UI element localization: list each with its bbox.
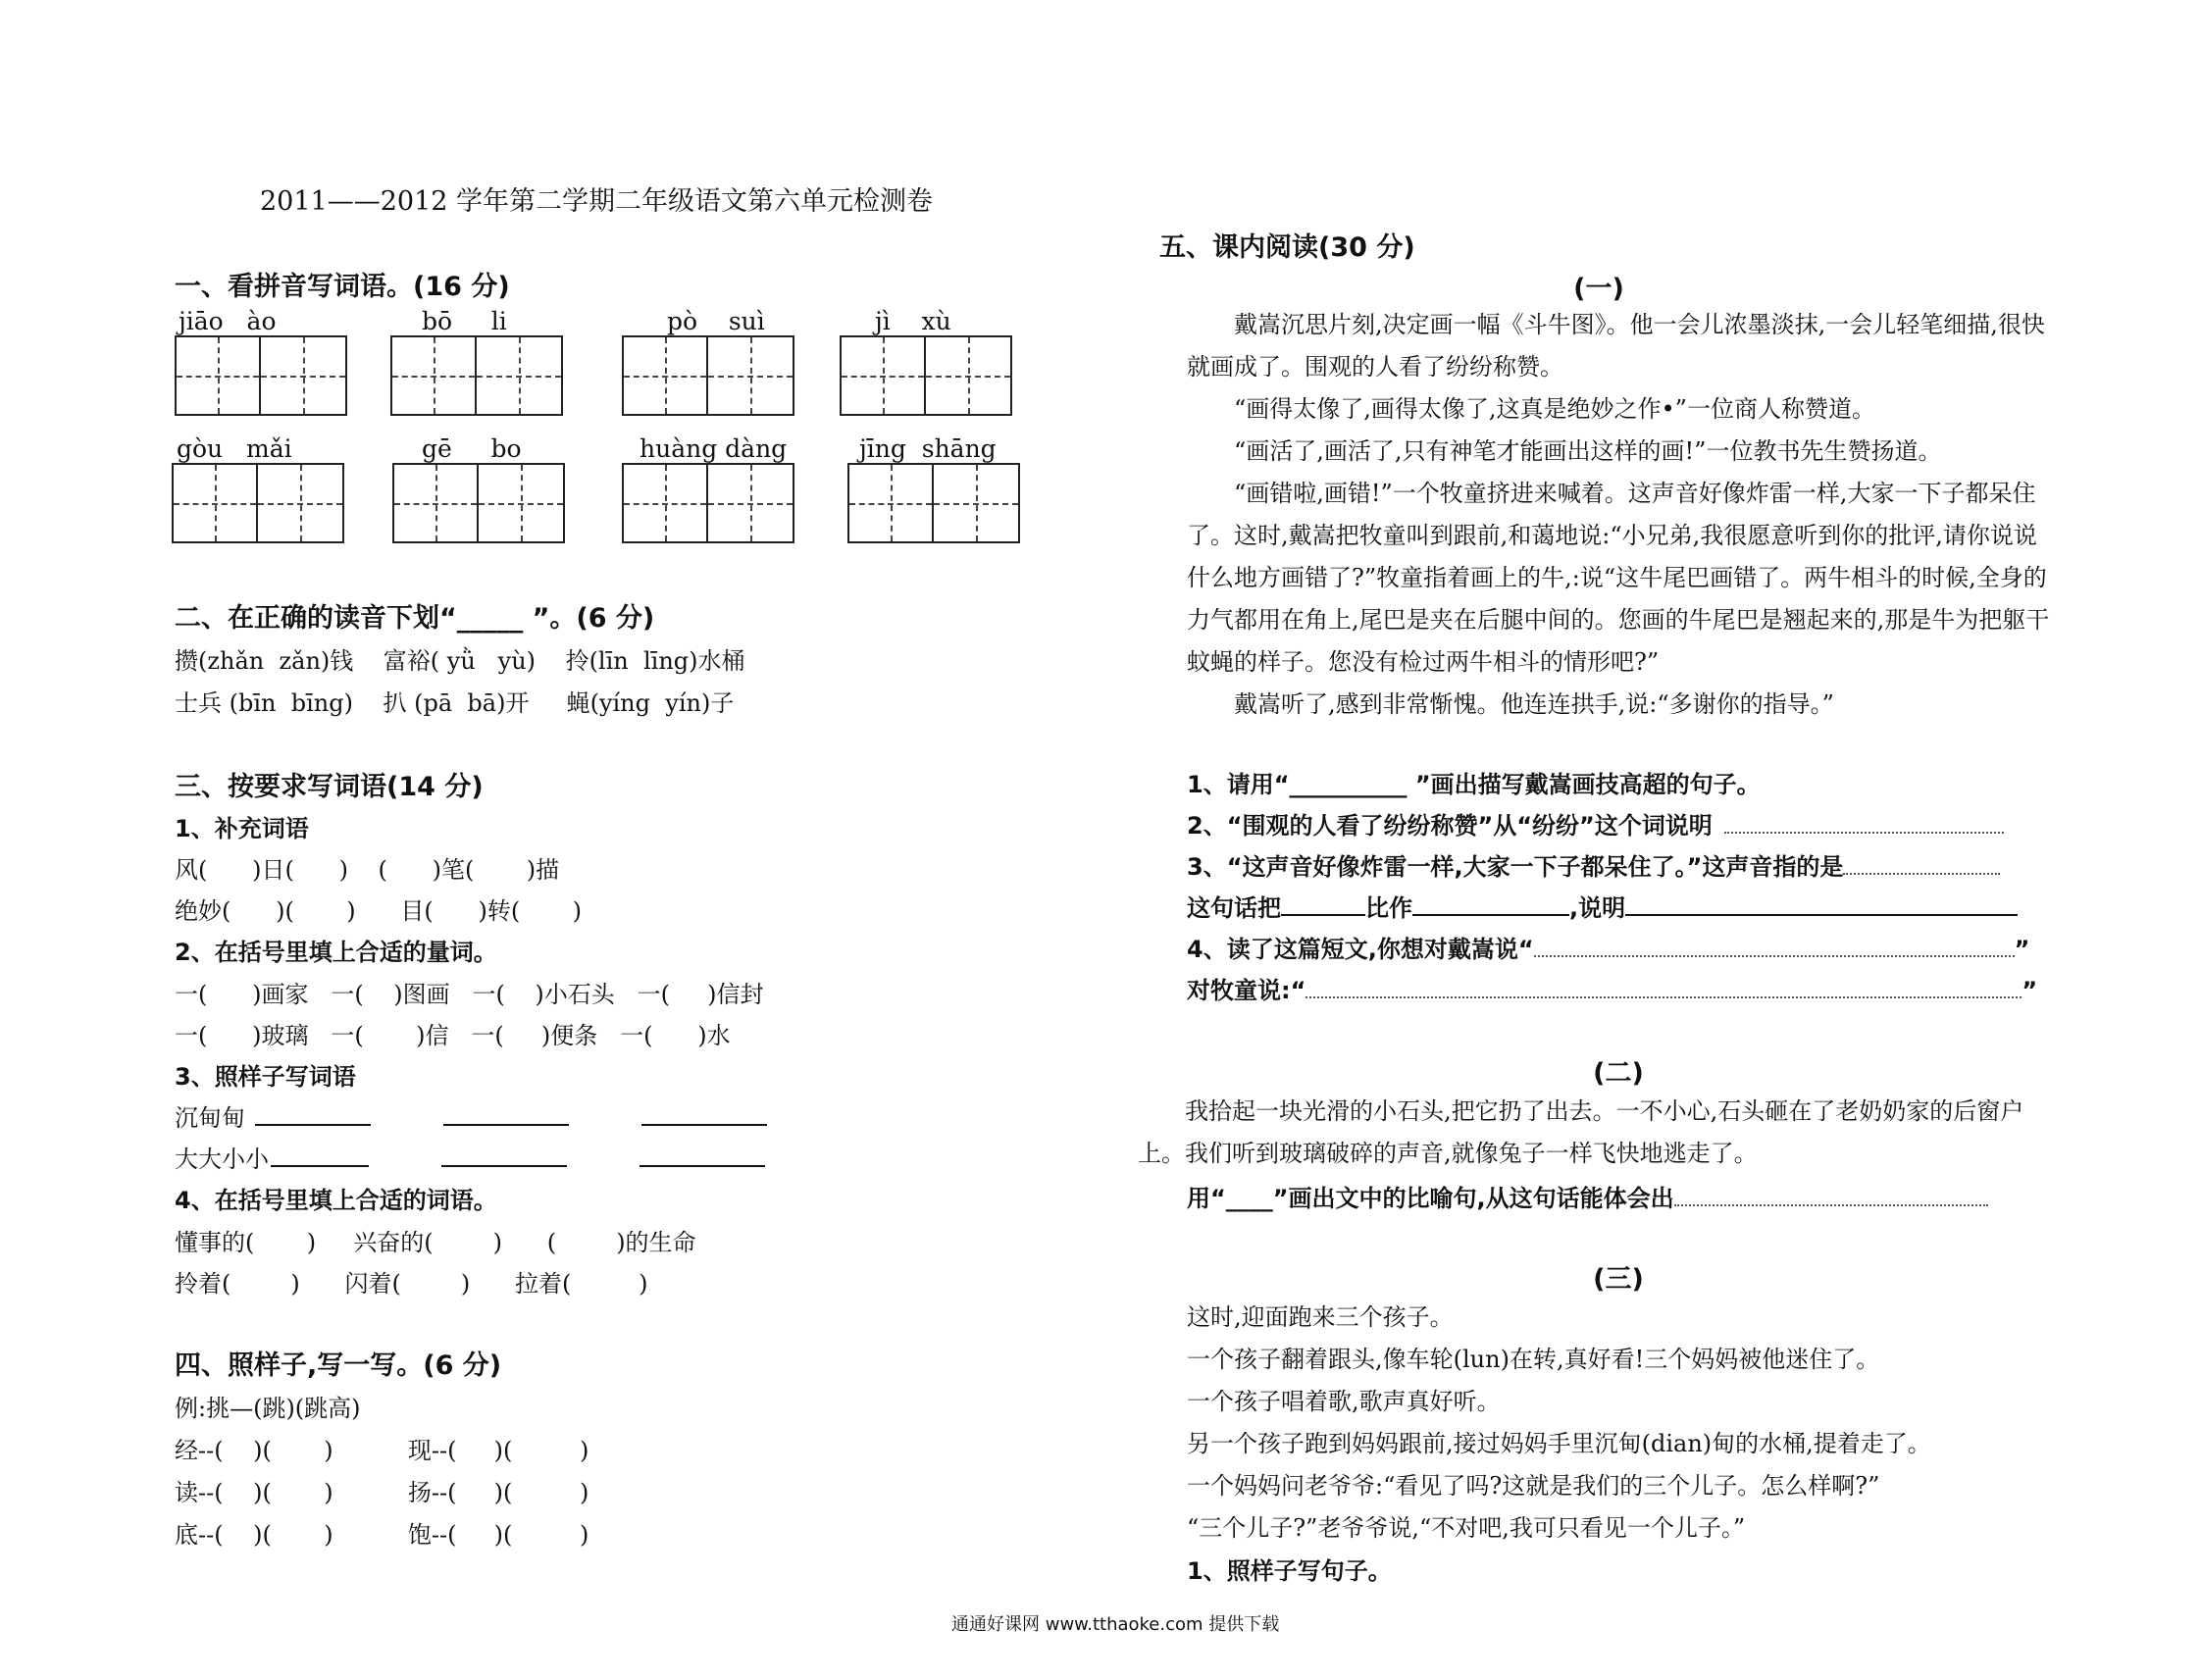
s4-line3: 底--( )( ) 饱--( )( ) (175, 1521, 589, 1549)
pinyin-1: jiāo ào (179, 307, 277, 335)
reading-line-2: 士兵 (bīn bīng) 扒 (pā bā)开 蝇(yíng yín)子 (175, 689, 735, 717)
passage-3-line-6: “三个儿子?”老爷爷说,“不对吧,我可只看见一个儿子。” (1187, 1514, 1746, 1542)
s5-q3-text: 3、“这声音好像炸雷一样,大家一下子都呆住了。”这声音指的是 (1187, 853, 1844, 881)
answer-blank[interactable] (641, 1100, 767, 1126)
s3-q2-line2: 一( )玻璃 一( )信 一( )便条 一( )水 (175, 1022, 731, 1049)
pinyin-2: bō li (422, 307, 507, 335)
answer-blank[interactable] (1281, 891, 1365, 916)
answer-blank[interactable] (640, 1142, 765, 1167)
s5-q3b-part-b: 比作 (1365, 894, 1412, 922)
section-4-heading: 四、照样子,写一写。(6 分) (175, 1350, 502, 1381)
passage-1-para-5: 戴嵩听了,感到非常惭愧。他连连拱手,说:“多谢你的指导。” (1187, 690, 1834, 718)
page-title: 2011——2012 学年第二学期二年级语文第六单元检测卷 (260, 186, 934, 217)
char-grid-5[interactable] (172, 463, 344, 543)
s3-q1: 1、补充词语 (175, 815, 309, 842)
s3-q2-line1: 一( )画家 一( )图画 一( )小石头 一( )信封 (175, 981, 764, 1008)
answer-blank[interactable] (1534, 932, 2015, 957)
s3-q4-line1: 懂事的( ) 兴奋的( ) ( )的生命 (175, 1229, 696, 1256)
passage-1-title: (一) (1573, 274, 1624, 304)
passage-2: 我拾起一块光滑的小石头,把它扔了出去。一不小心,石头砸在了老奶奶家的后窗户上。我们听到玻璃破碎的声音,就像兔子一样飞快地逃走了。 (1138, 1097, 2024, 1167)
char-grid-8[interactable] (847, 463, 1020, 543)
s3-q3-line1 (175, 1098, 767, 1133)
s5-q4b-text: 对牧童说:“ (1187, 977, 1306, 1004)
char-grid-1[interactable] (175, 335, 347, 416)
s5-q1: 1、请用“__________ ”画出描写戴嵩画技高超的句子。 (1187, 771, 1761, 798)
passage-3-line-2: 一个孩子翻着跟头,像车轮(lun)在转,真好看!三个妈妈被他迷住了。 (1187, 1346, 1880, 1373)
passage-3-line-1: 这时,迎面跑来三个孩子。 (1187, 1303, 1454, 1331)
s5-q4b (1187, 971, 2037, 1005)
section-2-heading: 二、在正确的读音下划“_____ ”。(6 分) (175, 603, 655, 634)
answer-blank[interactable] (441, 1142, 567, 1167)
s3-q1-line1: 风( )日( ) ( )笔( )描 (175, 856, 560, 884)
s3-q4-line2: 拎着( ) 闪着( ) 拉着( ) (175, 1270, 648, 1298)
passage-3-line-3: 一个孩子唱着歌,歌声真好听。 (1187, 1388, 1501, 1415)
s3-q2: 2、在括号里填上合适的量词。 (175, 939, 497, 966)
answer-blank[interactable] (1625, 891, 2018, 916)
passage-1-para-3: “画活了,画活了,只有神笔才能画出这样的画!”一位教书先生赞扬道。 (1187, 437, 1942, 465)
reading-line-1: 攒(zhǎn zǎn)钱 富裕( yǜ yù) 拎(līn līng)水桶 (175, 647, 745, 675)
passage-1-para-2: “画得太像了,画得太像了,这真是绝妙之作•”一位商人称赞道。 (1187, 395, 1875, 423)
char-grid-3[interactable] (622, 335, 794, 416)
s4-example: 例:挑—(跳)(跳高) (175, 1395, 361, 1422)
section-3-heading: 三、按要求写词语(14 分) (175, 772, 484, 802)
s5-q3b-part-c: ,说明 (1569, 894, 1626, 922)
s4-line1: 经--( )( ) 现--( )( ) (175, 1437, 589, 1464)
s5-p3-question: 1、照样子写句子。 (1187, 1557, 1392, 1585)
pinyin-6: gē bo (422, 434, 522, 463)
char-grid-6[interactable] (392, 463, 565, 543)
quote-mark: ” (2022, 977, 2038, 1004)
pinyin-7: huàng dàng (640, 434, 788, 463)
answer-blank[interactable] (271, 1142, 369, 1167)
passage-2-title: (二) (1593, 1058, 1644, 1089)
answer-blank[interactable] (1412, 891, 1569, 916)
answer-blank[interactable] (1674, 1181, 1988, 1206)
section-1-heading: 一、看拼音写词语。(16 分) (175, 272, 510, 302)
passage-1 (1187, 304, 2060, 726)
passage-3 (1187, 1297, 2060, 1550)
quote-mark: ” (2014, 936, 2030, 963)
passage-3-title: (三) (1593, 1264, 1644, 1295)
s5-q4-text: 4、读了这篇短文,你想对戴嵩说“ (1187, 936, 1534, 963)
s4-line2: 读--( )( ) 扬--( )( ) (175, 1479, 589, 1506)
sample-word-2: 大大小小 (175, 1145, 269, 1173)
pinyin-5: gòu mǎi (177, 434, 292, 463)
pinyin-4: jì xù (875, 307, 951, 335)
char-grid-2[interactable] (390, 335, 563, 416)
section-5-heading: 五、课内阅读(30 分) (1159, 232, 1415, 263)
answer-blank[interactable] (255, 1100, 371, 1126)
pinyin-3: pò suì (667, 307, 765, 335)
answer-blank[interactable] (1305, 973, 2022, 998)
answer-blank[interactable] (1724, 808, 2004, 834)
s5-q4 (1187, 930, 2029, 964)
s5-q3 (1187, 847, 2000, 882)
passage-1-para-4: “画错啦,画错!”一个牧童挤进来喊着。这声音好像炸雷一样,大家一下子都呆住了。这时,戴嵩把牧童叫到跟前,和蔼地说:“小兄弟,我很愿意听到你的批评,请你说说什么地方画错了?”牧童指着画上的牛,:说“这牛尾巴画错了。两牛相斗的时候,全身的力气都用在角上,尾巴是夹在后腿中间的。您画的牛尾巴是翘起来的,那是牛为把躯干蚊蝇的样子。您没有检过两牛相斗的情形吧?” (1187, 480, 2050, 676)
s5-p2-question-text: 用“____”画出文中的比喻句,从这句话能体会出 (1187, 1185, 1674, 1212)
char-grid-4[interactable] (840, 335, 1012, 416)
s3-q1-line2: 绝妙( )( ) 目( )转( ) (175, 897, 583, 925)
s3-q3: 3、照样子写词语 (175, 1063, 356, 1091)
sample-word-1: 沉甸甸 (175, 1104, 245, 1132)
s5-q3b-part-a: 这句话把 (1187, 894, 1281, 922)
s5-q2 (1187, 806, 2004, 840)
pinyin-8: jīng shāng (859, 434, 997, 463)
passage-3-line-4: 另一个孩子跑到妈妈跟前,接过妈妈手里沉甸(dian)甸的水桶,提着走了。 (1187, 1430, 1931, 1457)
s3-q3-line2 (175, 1140, 765, 1174)
char-grid-7[interactable] (622, 463, 794, 543)
passage-3-line-5: 一个妈妈问老爷爷:“看见了吗?这就是我们的三个儿子。怎么样啊?” (1187, 1472, 1880, 1500)
s5-q3b (1187, 889, 2018, 923)
footer-credit: 通通好课网 www.tthaoke.com 提供下载 (951, 1614, 1280, 1635)
passage-1-para-1: 戴嵩沉思片刻,决定画一幅《斗牛图》。他一会儿浓墨淡抹,一会儿轻笔细描,很快就画成了。围观的人看了纷纷称赞。 (1187, 311, 2045, 381)
s5-p2-question (1187, 1179, 1988, 1213)
s5-q2-text: 2、“围观的人看了纷纷称赞”从“纷纷”这个词说明 (1187, 812, 1713, 840)
answer-blank[interactable] (443, 1100, 569, 1126)
answer-blank[interactable] (1843, 849, 2000, 875)
s3-q4: 4、在括号里填上合适的词语。 (175, 1187, 497, 1214)
